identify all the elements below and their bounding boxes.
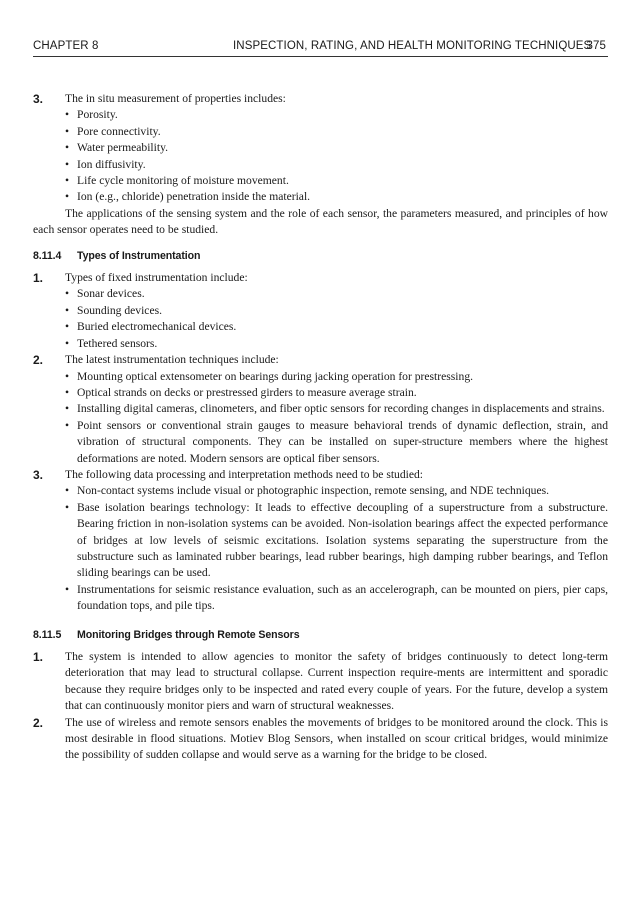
numbered-item (33, 715, 608, 764)
running-header (33, 36, 608, 57)
item-number: 1. (33, 650, 44, 664)
chapter-label: CHAPTER 8 (33, 40, 99, 52)
list-item: • Pore connectivity. (65, 124, 608, 140)
item-number: 1. (33, 271, 44, 286)
item-number: 2. (33, 715, 44, 730)
item-number: 3. (33, 467, 44, 482)
list-item: • Porosity. (65, 107, 608, 123)
document-page (33, 36, 608, 764)
list-item: • Life cycle monitoring of moisture movement. (65, 173, 608, 189)
list-item: • Instrumentations for seismic resistance evaluation, such as an accelerograph, can be mounted on piers, pier caps, foundation tops, and pile tips. (65, 582, 608, 615)
page-body (33, 91, 608, 764)
list-item: • Installing digital cameras, clinometers, and fiber optic sensors for recording changes in displacements and strains. (65, 401, 608, 417)
item-number: 3. (33, 92, 44, 106)
chapter-title: INSPECTION, RATING, AND HEALTH MONITORING TECHNIQUES (233, 40, 592, 52)
list-item: • Optical strands on decks or prestressed girders to measure average strain. (65, 385, 608, 401)
item-text: The system is intended to allow agencies to monitor the safety of bridges continuously to detect long-term deterioration that may lead to structural collapse. Current inspection require-ments are intermittent and sporadic because they require bridges only to be inspected and rated every couple of years. For the future, develop a system that can continuously monitor piers and warn of structural weaknesses. (65, 650, 608, 713)
item-lead: Types of fixed instrumentation include: (65, 271, 248, 285)
numbered-item (33, 352, 608, 467)
numbered-item (33, 649, 608, 715)
page-number: 375 (586, 40, 606, 52)
bullet-list (65, 286, 608, 352)
numbered-item (33, 270, 608, 352)
list-item: • Base isolation bearings technology: It leads to effective decoupling of a superstructure from a substructure. Bearing friction in non-isolation systems can be avoided. Non-isolation bearings affect the expected performance of bridges at low levels of seismic excitations. Isolation systems separating the superstructure from the substructure such as laminated rubber bearings, lead rubber bearings, high damping rubber bearings, and Teflon sliding bearings can be used. (65, 500, 608, 582)
section-title: Types of Instrumentation (77, 249, 201, 262)
list-item: • Buried electromechanical devices. (65, 319, 608, 335)
bullet-list (65, 107, 608, 205)
item-text: The use of wireless and remote sensors enables the movements of bridges to be monitored around the clock. This is most desirable in flood situations. Motiev Blog Sensors, when installed on scour critical bridges, would minimize the possibility of sudden collapse and would serve as a warning for the bridge to be closed. (65, 715, 608, 762)
list-item: • Water permeability. (65, 140, 608, 156)
list-item: • Point sensors or conventional strain gauges to measure behavioral trends of dynamic deflection, strain, and vibration of structural components. They can be installed on super-structure members where the highest deformations are noted. Modern sensors are optical fiber sensors. (65, 418, 608, 467)
item-lead: The following data processing and interpretation methods need to be studied: (65, 467, 424, 481)
list-item: • Tethered sensors. (65, 336, 608, 352)
body-paragraph: The applications of the sensing system and the role of each sensor, the parameters measured, and principles of how each sensor operates need to be studied. (33, 206, 608, 237)
list-item: • Mounting optical extensometer on bearings during jacking operation for prestressing. (65, 369, 608, 385)
bullet-list (65, 369, 608, 467)
list-item: • Sounding devices. (65, 303, 608, 319)
section-number: 8.11.5 (33, 628, 62, 641)
list-item: • Sonar devices. (65, 286, 608, 302)
item-number: 2. (33, 353, 44, 368)
section-heading (33, 627, 608, 643)
list-item: • Ion (e.g., chloride) penetration inside the material. (65, 189, 608, 205)
list-item: • Non-contact systems include visual or photographic inspection, remote sensing, and NDE techniques. (65, 483, 608, 499)
section-title: Monitoring Bridges through Remote Sensors (77, 628, 300, 641)
section-number: 8.11.4 (33, 249, 62, 262)
list-item: • Ion diffusivity. (65, 157, 608, 173)
section-heading (33, 248, 608, 264)
numbered-item (33, 467, 608, 615)
item-lead: The in situ measurement of properties includes: (65, 92, 286, 105)
bullet-list (65, 483, 608, 614)
numbered-item (33, 91, 608, 206)
item-lead: The latest instrumentation techniques include: (65, 353, 279, 367)
